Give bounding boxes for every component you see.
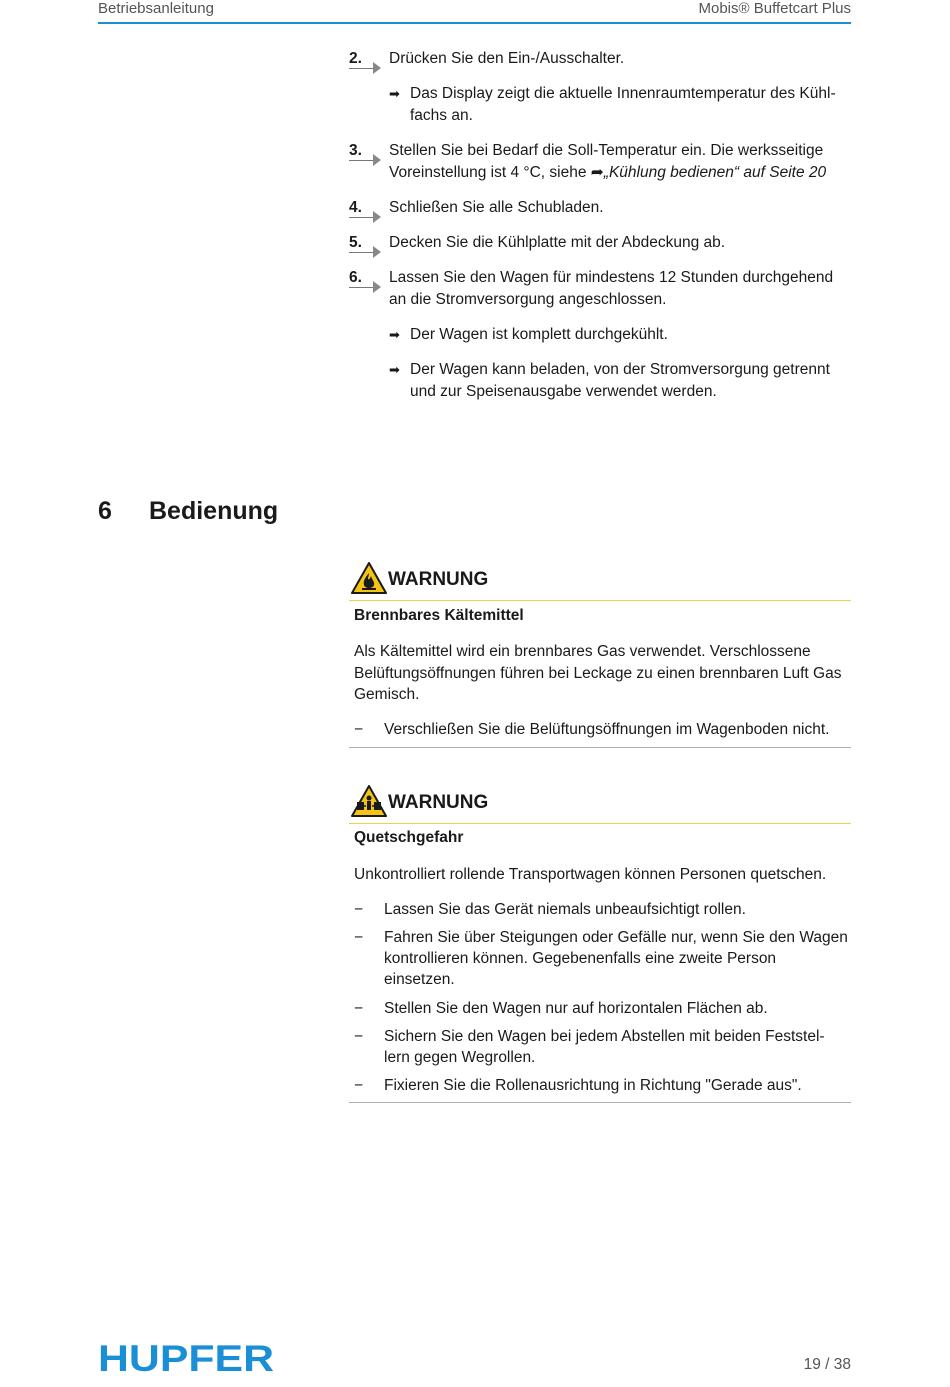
result-text: Der Wagen ist komplett durchgekühlt. bbox=[410, 326, 668, 343]
company-logo bbox=[98, 1341, 278, 1380]
cross-reference-arrow-icon: ➦ bbox=[590, 163, 604, 181]
step-text: Decken Sie die Kühlplatte mit der Abdeckung ab. bbox=[389, 234, 726, 251]
bullet-dash: − bbox=[354, 929, 364, 946]
section-number: 6 bbox=[98, 497, 112, 525]
warning-subtitle: Brennbares Kältemittel bbox=[354, 607, 524, 624]
bullet-dash: − bbox=[354, 1077, 364, 1094]
warning-label: WARNUNG bbox=[388, 569, 489, 590]
step-number: 3. bbox=[349, 140, 379, 162]
step-arrow-icon bbox=[373, 211, 381, 223]
warning-text: Als Kältemittel wird ein brennbares Gas verwendet. Verschlossene Belüftungsöffnungen führen bei Leckage zu einen brennbaren Luft Gas Gemisch. bbox=[354, 643, 842, 703]
cross-reference-link[interactable]: „Kühlung bedienen“ auf Seite 20 bbox=[603, 163, 827, 181]
flammable-warning-icon bbox=[351, 562, 387, 599]
step-text: Lassen Sie den Wagen für mindestens 12 Stunden durchgehend an die Stromversorgung angeschlossen. bbox=[389, 269, 834, 308]
bullet-dash: − bbox=[354, 1028, 364, 1045]
step-arrow-icon bbox=[373, 62, 381, 74]
result-arrow-icon: ➡ bbox=[389, 362, 400, 377]
result-arrow-icon: ➡ bbox=[389, 327, 400, 342]
result-text: Das Display zeigt die aktuelle Innenraumtemperatur des Kühl-fachs an. bbox=[410, 85, 836, 124]
step-number: 5. bbox=[349, 232, 379, 254]
section-title: Bedienung bbox=[149, 497, 279, 525]
crush-hazard-warning-icon bbox=[351, 785, 387, 822]
bullet-dash: − bbox=[354, 721, 364, 738]
step-text: Schließen Sie alle Schubladen. bbox=[389, 199, 604, 216]
warning-header bbox=[349, 785, 851, 824]
step-text: Drücken Sie den Ein-/Ausschalter. bbox=[389, 50, 625, 67]
warning-text: Unkontrolliert rollende Transportwagen können Personen quetschen. bbox=[354, 866, 827, 883]
warning-end-rule bbox=[349, 747, 851, 748]
page-number: 19 / 38 bbox=[803, 1356, 851, 1373]
bullet-dash: − bbox=[354, 1000, 364, 1017]
warning-end-rule bbox=[349, 1102, 851, 1103]
step-arrow-icon bbox=[373, 246, 381, 258]
page-header bbox=[98, 0, 851, 24]
step-arrow-icon bbox=[373, 154, 381, 166]
warning-box: WARNUNG Quetschgefahr Unkontrolliert rollende Transportwagen können Personen quetschen. − Lassen Sie das Gerät niemals unbeaufsichtigt rollen. − Fahren Sie über Steigungen oder Gefälle nur, wenn Sie den Wagen kontrollieren können. Gegebenenfalls eine zweite Person einsetzen. − Stellen Sie den Wagen nur auf horizontalen Flächen ab. − Sichern Sie den Wagen bei jedem Abstellen mit beiden Feststel-lern gegen Wegrollen. − Fixieren Sie die Rollenausrichtung in Richtung "Gerade aus". bbox=[349, 785, 851, 1105]
bullet-dash: − bbox=[354, 901, 364, 918]
warning-box: WARNUNG Brennbares Kältemittel Als Kältemittel wird ein brennbares Gas verwendet. Verschlossene Belüftungsöffnungen führen bei Leckage zu einen brennbaren Luft Gas Gemisch. − Verschließen Sie die Belüftungsöffnungen im Wagenboden nicht. bbox=[349, 562, 851, 748]
step-number: 2. bbox=[349, 48, 379, 70]
warning-label: WARNUNG bbox=[388, 792, 489, 813]
step-text: Stellen Sie bei Bedarf die Soll-Temperatur ein. Die werksseitige Voreinstellung ist 4 °C, siehe ➦„Kühlung bedienen“ auf Seite 20 bbox=[389, 142, 827, 181]
result-text: Der Wagen kann beladen, von der Stromversorgung getrennt und zur Speisenausgabe verwendet werden. bbox=[410, 361, 830, 400]
product-name: Mobis® Buffetcart Plus bbox=[698, 0, 851, 17]
result-arrow-icon: ➡ bbox=[389, 86, 400, 101]
document-type: Betriebsanleitung bbox=[98, 0, 214, 17]
step-number: 4. bbox=[349, 197, 379, 219]
step-number: 6. bbox=[349, 267, 379, 289]
logo-text: HUPFER bbox=[98, 1341, 274, 1375]
step-arrow-icon bbox=[373, 281, 381, 293]
warning-subtitle: Quetschgefahr bbox=[354, 829, 464, 846]
warning-header bbox=[349, 562, 851, 601]
